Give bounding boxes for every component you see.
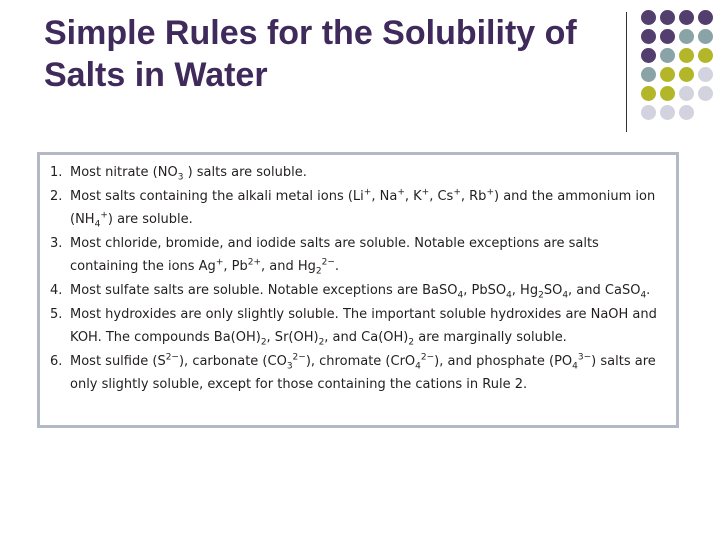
slide-title: Simple Rules for the Solubility of Salts in Water [44,14,577,94]
rule-text-run: , and Ca(OH) [324,330,409,346]
rule-subscript: 2 [318,337,325,348]
rule-text-run: Most nitrate (NO [70,165,178,180]
rule-text-run: Most sulfide (S [70,353,166,369]
rule-subscript: 2 [408,337,415,348]
decorative-dot [641,48,656,63]
rule-item [50,161,666,185]
rule-superscript: + [453,187,461,198]
rule-text-run: , PbSO [463,282,507,298]
rule-text-run: ) salts are soluble. [183,165,307,180]
decorative-dot [641,105,656,120]
rule-number: 6. [50,353,63,369]
solubility-rules-list [50,161,666,397]
decorative-dot [698,48,713,63]
rule-subscript: 4 [572,361,578,372]
decorative-dot [698,29,713,44]
rule-text-run: ) and the ammonium ion (NH [70,188,656,228]
rule-superscript: + [486,187,494,198]
rule-text-run: , Sr(OH) [266,330,319,346]
decorative-dot [641,10,656,25]
rule-text [70,232,666,279]
rule-superscript: 2− [292,352,306,363]
decorative-dot [660,10,675,25]
rule-text-run: Most chloride, bromide, and iodide salts are soluble. Notable exceptions are salts containing the ions Ag [70,235,599,275]
rule-superscript: + [397,187,405,198]
rule-item [50,350,666,397]
rule-text [70,303,666,350]
rule-text-run: , and Hg [261,259,316,275]
rule-item [50,185,666,232]
decorative-dot [679,29,694,44]
rule-superscript: 2− [420,352,435,363]
rule-text [70,161,666,185]
rule-subscript: 3 [286,361,293,372]
rule-superscript: + [215,258,224,269]
decorative-dot [641,86,656,101]
rule-text-run: , K [404,188,422,204]
decorative-dot [698,86,713,101]
rule-text-run: . [334,259,340,275]
decorative-dot [679,86,694,101]
rule-item [50,232,666,279]
rule-subscript: 2 [538,290,544,301]
rule-subscript: 4 [506,290,512,301]
rule-text-run: , Hg [511,282,539,298]
decorative-dot [679,48,694,63]
rule-subscript: 2 [315,266,322,277]
rule-text-run: are marginally soluble. [414,330,567,346]
rule-superscript: 2− [165,352,179,363]
rule-text-run: Most salts containing the alkali metal ions (Li [70,188,364,204]
decorative-dot-grid [641,10,720,130]
rule-subscript: 4 [457,290,464,301]
rule-subscript: 4 [640,290,647,301]
decorative-dot [660,29,675,44]
rule-subscript: 2 [260,337,267,348]
decorative-dot [641,67,656,82]
rule-text-run: ), carbonate (CO [178,353,287,369]
rule-number: 1. [50,165,63,180]
rule-text-run: , Na [371,188,398,204]
rule-item [50,303,666,350]
rule-text-run: ) salts are only slightly soluble, except for those containing the cations in Rule 2. [70,353,656,393]
rule-text [70,279,666,303]
rule-subscript: 4 [415,361,421,372]
decorative-dot [641,29,656,44]
rule-number: 2. [50,188,63,204]
rule-subscript: 4 [562,290,569,301]
rule-text [70,350,666,397]
rule-superscript: + [100,210,108,221]
rule-number: 4. [50,282,63,298]
title-divider [626,12,627,132]
rule-text-run: Most hydroxides are only slightly soluble. The important soluble hydroxides are NaOH and KOH. The compounds Ba(OH) [70,306,657,346]
rule-text-run: . [646,282,651,298]
decorative-dot [698,67,713,82]
rule-text-run: ), and phosphate (PO [434,353,573,369]
rule-number: 5. [50,306,63,322]
decorative-dot [698,10,713,25]
rule-text-run: Most sulfate salts are soluble. Notable exceptions are BaSO [70,282,458,298]
rule-subscript: 3 [177,172,184,183]
rule-number: 3. [50,235,63,251]
rule-superscript: 3− [577,352,592,363]
rule-subscript: 4 [94,219,101,230]
rule-text-run: SO [543,282,563,298]
decorative-dot [660,67,675,82]
rule-superscript: 2− [321,258,335,269]
solubility-rules-box [37,152,679,428]
rule-text-run: ) are soluble. [107,212,193,228]
decorative-dot [679,105,694,120]
decorative-dot [660,105,675,120]
rule-text-run: , and CaSO [568,282,641,298]
rule-text-run: , Pb [223,259,248,275]
rule-superscript: + [421,187,430,198]
rule-text-run: , Cs [429,188,454,204]
rule-superscript: + [363,187,372,198]
decorative-dot [679,67,694,82]
rule-item [50,279,666,303]
rule-text-run: , Rb [460,188,487,204]
rule-text [70,185,666,232]
rule-text-run: ), chromate (CrO [305,353,416,369]
decorative-dot [660,48,675,63]
decorative-dot [660,86,675,101]
rule-superscript: 2+ [247,258,261,269]
decorative-dot [679,10,694,25]
